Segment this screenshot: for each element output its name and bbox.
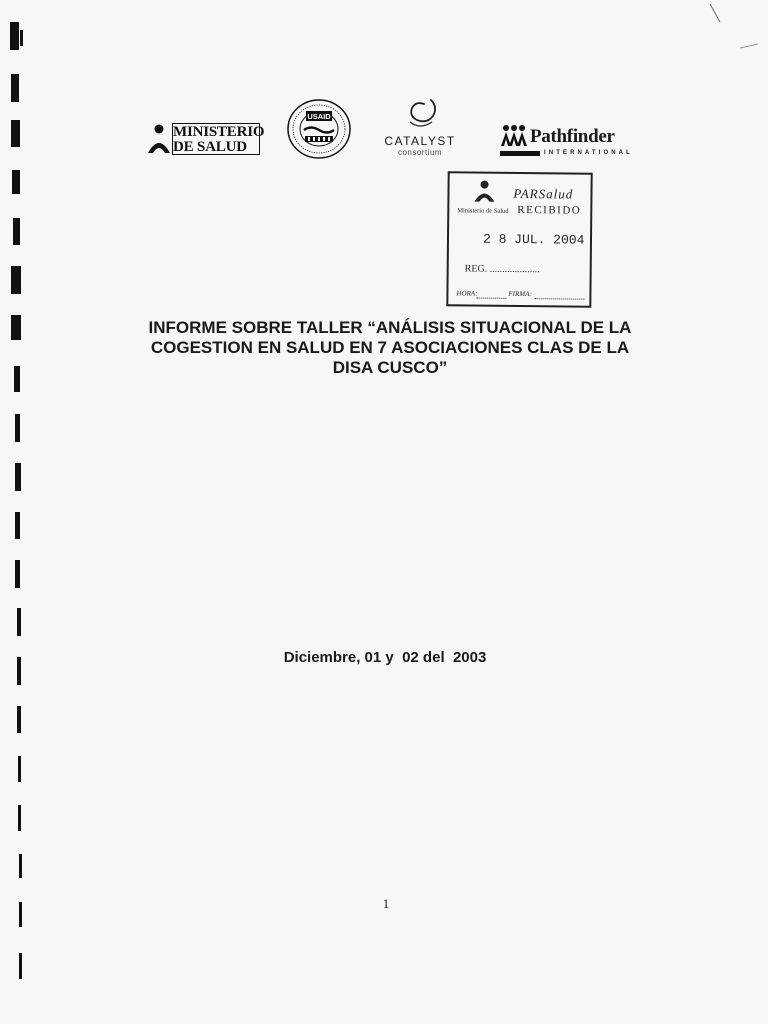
catalyst-name: CATALYST [384, 134, 456, 148]
document-title [130, 318, 650, 378]
logo-row [0, 0, 768, 170]
page-number: 1 [382, 896, 390, 911]
stamp-org: PARSalud [513, 185, 574, 202]
stamp-hora-line [476, 298, 506, 299]
catalyst-logo [380, 90, 460, 160]
title-line-3: DISA CUSCO” [332, 358, 448, 377]
pathfinder-logo [500, 124, 640, 160]
stamp-status: RECIBIDO [517, 203, 582, 217]
stamp-ministry: Ministerio de Salud [457, 207, 509, 215]
minsa-line-1: MINISTERIO [173, 124, 265, 140]
pathfinder-subtitle: INTERNATIONAL [544, 150, 633, 156]
stamp-hora: HORA: [456, 289, 478, 298]
stamp-date: 2 8 JUL. 2004 [482, 231, 585, 248]
received-stamp [446, 171, 592, 308]
document-date: Diciembre, 01 y 02 del 2003 [283, 649, 487, 666]
usaid-seal-logo [286, 98, 352, 160]
stamp-firma: FIRMA: [508, 289, 532, 299]
minsa-logo [146, 123, 265, 157]
pathfinder-name: Pathfinder [530, 126, 615, 147]
usaid-label: USAID [307, 112, 331, 121]
catalyst-subtitle: consortium [397, 148, 443, 157]
pathfinder-people-icon [500, 124, 528, 148]
person-icon [146, 123, 172, 157]
stamp-person-icon [473, 180, 495, 204]
stamp-reg: REG. .................... [464, 263, 540, 276]
title-line-1: INFORME SOBRE TALLER “ANÁLISIS SITUACIONAL DE LA [148, 318, 632, 337]
title-line-2: COGESTION EN SALUD EN 7 ASOCIACIONES CLAS DE LA [150, 338, 630, 357]
pathfinder-bar [500, 151, 540, 156]
catalyst-spiral-icon [400, 92, 440, 132]
minsa-line-2: DE SALUD [173, 139, 247, 155]
stamp-firma-line [534, 298, 584, 300]
